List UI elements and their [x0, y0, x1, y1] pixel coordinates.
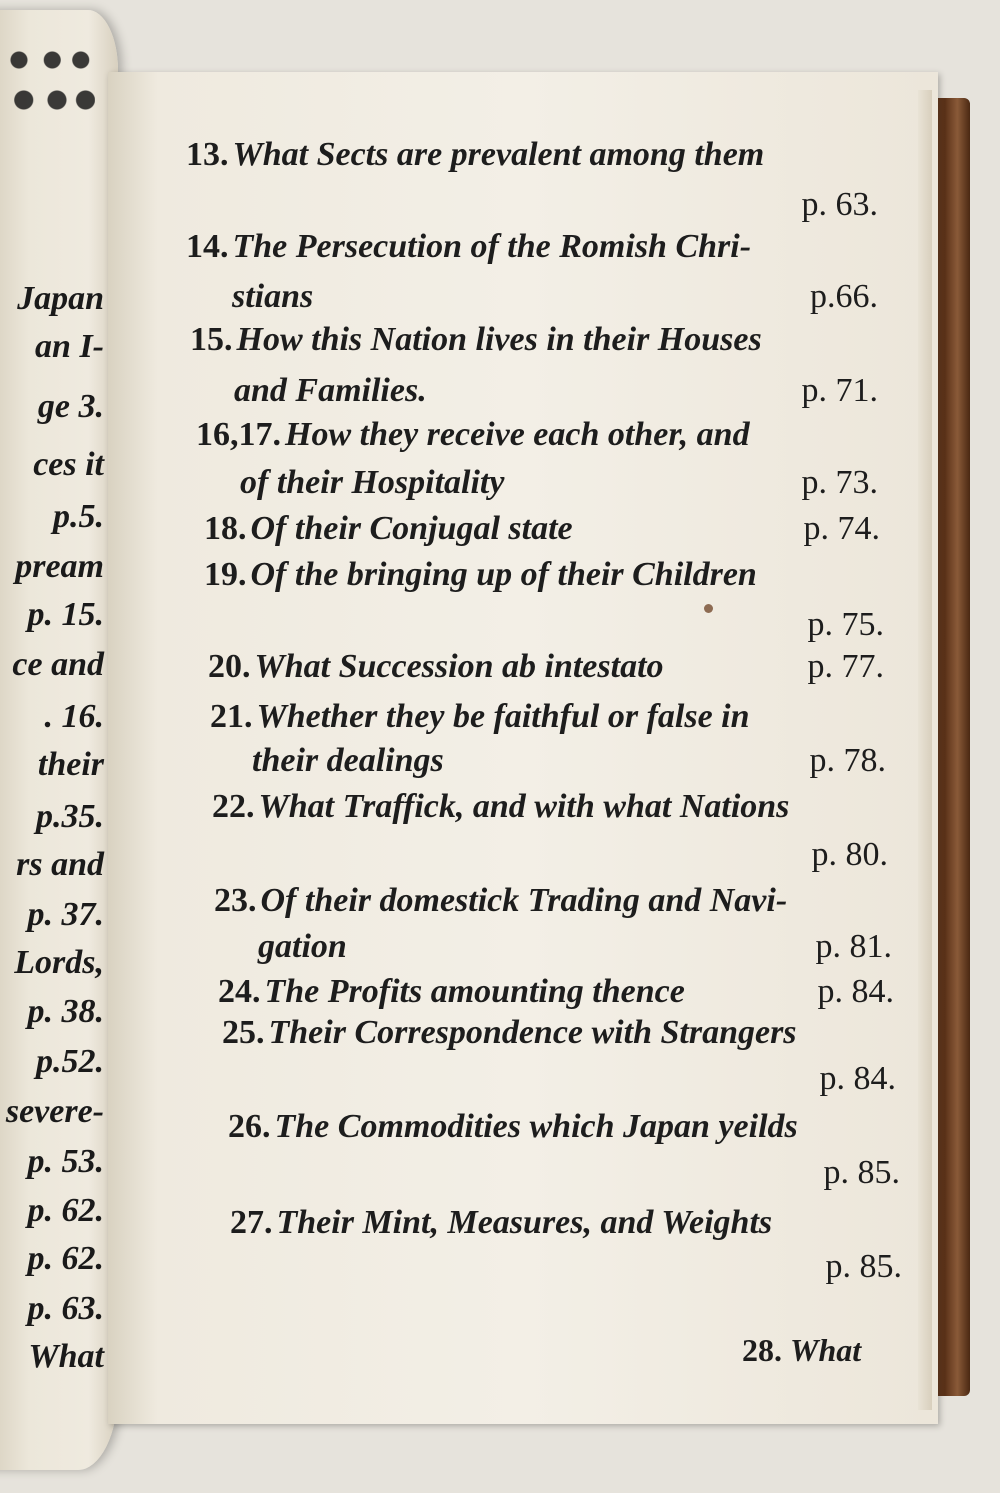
contents-entry — [204, 558, 757, 592]
contents-entry — [190, 323, 762, 357]
contents-entry — [230, 1206, 772, 1240]
entry-number: 20. — [208, 648, 251, 685]
entry-page: p. 84. — [817, 973, 894, 1010]
entry-title: Of their domestick Trading and Navi- — [260, 882, 788, 919]
left-page-line: severe- — [5, 1093, 104, 1130]
entry-page: p.66. — [810, 278, 878, 315]
left-page-line: Japan — [17, 280, 104, 317]
entry-title: Their Mint, Measures, and Weights — [276, 1204, 773, 1241]
entry-number: 21. — [210, 698, 253, 735]
left-page-line: ge 3. — [37, 388, 104, 425]
entry-title: How this Nation lives in their Houses — [236, 321, 762, 358]
left-page-line: p.5. — [53, 498, 104, 535]
contents-entry — [212, 790, 789, 824]
catchword-number: 28. — [742, 1332, 782, 1368]
entry-page: p. 81. — [815, 928, 892, 965]
contents-entry — [208, 650, 664, 684]
entry-page: p. 77. — [807, 648, 884, 685]
entry-number: 18. — [204, 510, 247, 547]
left-page-line: Lords, — [14, 944, 104, 981]
entry-title-continued: gation — [258, 928, 347, 965]
entry-title-continued: of their Hospitality — [240, 464, 505, 501]
contents-entry — [210, 700, 750, 734]
entry-page: p. 85. — [825, 1248, 902, 1285]
entry-number: 15. — [190, 321, 233, 358]
left-page-line: p. 62. — [27, 1240, 104, 1277]
foxing-spot — [704, 604, 713, 613]
contents-entry — [228, 1110, 798, 1144]
entry-page: p. 78. — [809, 742, 886, 779]
contents-entry — [186, 138, 764, 172]
entry-number: 19. — [204, 556, 247, 593]
entry-title: The Profits amounting thence — [264, 973, 685, 1010]
entry-page: p. 71. — [801, 372, 878, 409]
entry-title-continued: their dealings — [252, 742, 444, 779]
contents-entry — [222, 1016, 797, 1050]
entry-title-continued: and Families. — [234, 372, 427, 409]
contents-entry — [204, 512, 573, 546]
left-page-line: p. 53. — [27, 1143, 104, 1180]
left-page-line: p. 63. — [27, 1290, 104, 1327]
left-page-line: p. 15. — [27, 596, 104, 633]
catchword — [742, 1332, 861, 1369]
left-page-line: p. 37. — [27, 896, 104, 933]
entry-title: Their Correspondence with Strangers — [268, 1014, 797, 1051]
left-page-line: rs and — [16, 846, 104, 883]
contents-entry — [218, 975, 685, 1009]
entry-title: What Sects are prevalent among them — [232, 136, 765, 173]
left-page-line: p. 62. — [27, 1192, 104, 1229]
left-page-line: . 16. — [44, 698, 104, 735]
left-page-line: What — [28, 1338, 104, 1375]
entry-title: Of their Conjugal state — [250, 510, 573, 547]
left-page-line: ce and — [12, 646, 104, 683]
entry-page: p. 74. — [803, 510, 880, 547]
entry-page: p. 73. — [801, 464, 878, 501]
left-page-line: p. 38. — [27, 993, 104, 1030]
entry-number: 27. — [230, 1204, 273, 1241]
left-page-line: ces it — [33, 446, 104, 483]
entry-number: 16,17. — [196, 416, 281, 453]
entry-title: What Succession ab intestato — [254, 648, 664, 685]
contents-entry — [196, 418, 750, 452]
entry-title-continued: stians — [232, 278, 314, 315]
left-page-line: pream — [15, 548, 104, 585]
entry-title: How they receive each other, and — [285, 416, 750, 453]
entry-number: 22. — [212, 788, 255, 825]
printer-ornament — [0, 30, 95, 130]
contents-entry — [186, 230, 751, 264]
entry-number: 25. — [222, 1014, 265, 1051]
entry-number: 14. — [186, 228, 229, 265]
entry-number: 24. — [218, 973, 261, 1010]
left-page-line: their — [37, 746, 104, 783]
entry-title: Of the bringing up of their Children — [250, 556, 757, 593]
contents-entry — [214, 884, 787, 918]
page-edge — [918, 90, 932, 1410]
entry-page: p. 75. — [807, 606, 884, 643]
left-page — [0, 10, 118, 1470]
catchword-word: What — [790, 1332, 862, 1368]
entry-number: 26. — [228, 1108, 271, 1145]
left-page-line: p.52. — [36, 1043, 104, 1080]
entry-page: p. 80. — [811, 836, 888, 873]
entry-title: The Persecution of the Romish Chri- — [232, 228, 752, 265]
entry-page: p. 63. — [801, 186, 878, 223]
entry-title: Whether they be faithful or false in — [256, 698, 750, 735]
entry-number: 23. — [214, 882, 257, 919]
entry-page: p. 84. — [819, 1060, 896, 1097]
entry-title: What Traffick, and with what Nations — [258, 788, 790, 825]
entry-number: 13. — [186, 136, 229, 173]
entry-title: The Commodities which Japan yeilds — [274, 1108, 798, 1145]
left-page-line: p.35. — [36, 798, 104, 835]
entry-page: p. 85. — [823, 1154, 900, 1191]
left-page-line: an I- — [35, 328, 104, 365]
